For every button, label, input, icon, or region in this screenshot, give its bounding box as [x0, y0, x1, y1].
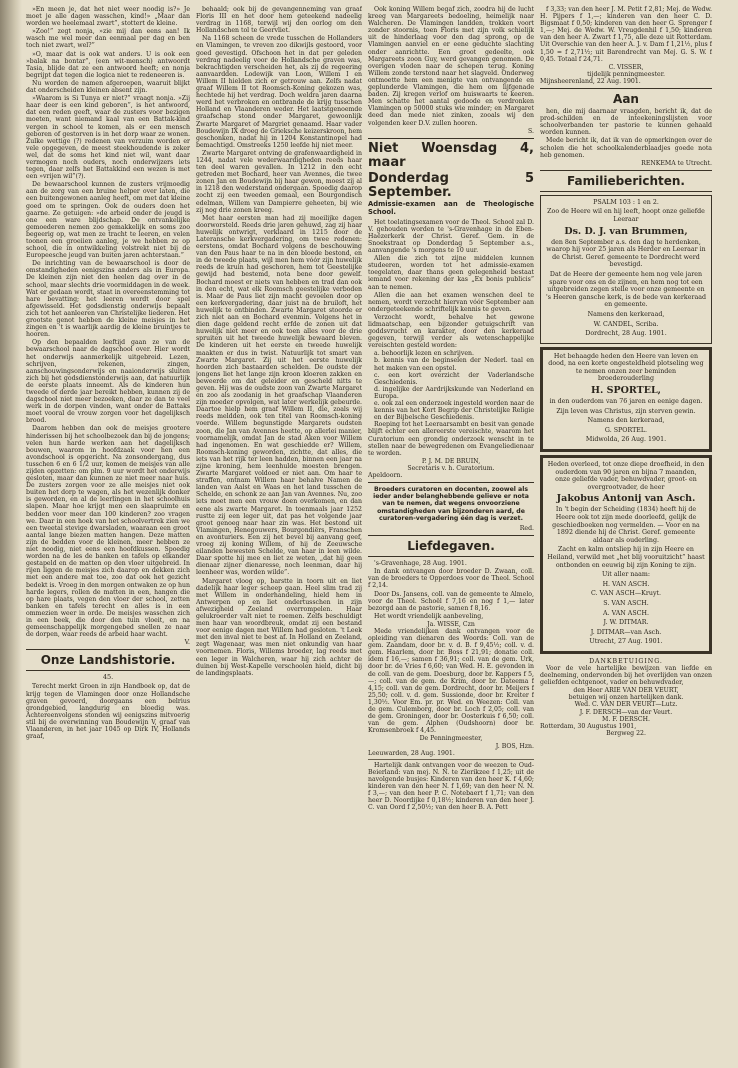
ad-sign-place: Apeldoorn.	[368, 471, 403, 479]
list-item: e. ook zal een onderzoek ingesteld worden naar de kennis van het Kort Begrip der Christelijke Religie en der Bijbelsche Geschiedenis.	[374, 400, 534, 422]
notice-text: Heden overleed, tot onze diepe droefheid, in den ouderdom van 90 jaren en bijna 7 maanden, onze geliefde vader, behuwdvader, groot- en overgrootvader, de heer	[547, 461, 705, 491]
notice-name: Ds. D. J. van Brummen,	[564, 225, 688, 237]
notice-sign: Uit aller naam:	[601, 571, 651, 579]
divider	[540, 191, 712, 192]
thanks-title: DANKBETUIGING.	[589, 657, 663, 665]
notice-signer: J. W. DITMAR.	[603, 619, 649, 627]
signature: S.	[528, 127, 534, 135]
paragraph: behaald; ook bij de gevangenneming van graaf Floris III en het door hem geteekend nadeelig verdrag in 1168, terwijl wij den oorlog om den Hollandschen tol te Geervliet.	[196, 6, 362, 35]
notice-name: Jakobus Antonij van Asch.	[556, 493, 696, 505]
paragraph: 's-Gravenhage, 28 Aug. 1901.	[374, 560, 467, 568]
thanks-signer: J. F. DERSCH—van der Veurt.	[579, 708, 673, 716]
notice-text: in den ouderdom van 76 jaren en eenige dagen.	[549, 398, 703, 406]
ad-sign-name: P. J. M. DE BRUIN,	[421, 457, 481, 465]
paragraph: Verzocht wordt, behalve het gewone lidmaatschap, een bijzonder getuigschrift van goddsvrucht en karakter, door den kerkeraad gegeven, terwijl verder als wetenschappelijke vereischten gesteld worden:	[368, 313, 534, 350]
notice-signature: Red.	[519, 525, 534, 533]
notice-sign: Namens den kerkeraad,	[587, 417, 665, 425]
family-notice-box	[540, 195, 712, 344]
paragraph: De bewaarschool kunnen de zusters vrijmoedig aan de zorg van een bruine helper over laten, die een buitengewonen aanleg heeft, om met dat kleine goed om te springen. Ook de ouders doen het gaarne. Ze getuigen: »de arbeid onder de jeugd is one een ware blijdschap. De ontvankelijke gemoederen nemen zoo gemakkelijk en soms zoo begeerig op, wat men ze tracht te leeren, en velen toonen een groeiien aanleg, je we hebben ze op school, die in ontwikkeling volstrekt niet bij de Europeesche jeugd van buiten jaren achterstaan.”	[26, 181, 190, 260]
gift-signature: J. BOS, Hzn.	[495, 742, 534, 750]
family-notice-box	[540, 347, 712, 452]
column-4	[540, 6, 712, 1066]
thanks-signer: Wed. C. VAN DER VEURT—Lutz.	[574, 701, 678, 709]
section-title: Onze Landshistorie.	[40, 653, 176, 668]
divider	[368, 535, 534, 536]
thanks-name: den Heer ARIE VAN DER VEURT,	[573, 687, 679, 695]
column-2	[196, 6, 362, 1066]
notice-text: Zoo de Heere wil en hij leeft, hoopt onze geliefde Leeraar	[547, 208, 705, 223]
signature: RENKEMA te Utrecht.	[641, 159, 712, 167]
paragraph: De inrichting van de bewaarschool is door de omstandigheden eenigszins anders als in Europa. De kleinen zijn niet den heelen dag over in de school, maar slechts drie voormiddagen in de week. Wat er gedaan wordt, staat in overeenstemming tot hare bevatting; het leeren wordt door spel afgewisseld. Het godsdienstig onderwijs bepaalt zich tot het aanleeren van Christelijke liederen. Het grootste genot hebben de kleine meisjes in het zingen en 't is waarlijk aardig de kleine bruintjes te hooren.	[26, 260, 190, 339]
notice-text: In 't begin der Scheiding (1834) heeft hij de Heere ook tot zijn mede doorleefd, gelijk de geschiedboeken nog vermelden. — Voor en na 1892 diende hij de Christ. Geref. gemeente aldaar als ouderling.	[552, 506, 700, 544]
paragraph: Voor de vele hartelijke bewijzen van liefde en deelneming, ondervonden bij het overlijden van onzen geliefden echtgenoot, vader en behuwdvader,	[540, 665, 712, 687]
divider	[368, 556, 534, 557]
page-gutter-shadow	[0, 0, 22, 1068]
section-title: Aan	[613, 92, 639, 107]
curators-notice: Broeders curatoren en docenten, zoowel als ieder ander belanghebbende gelieve er nota van te nemen, dat wegens onvoorziene omstandigheden van bijzonderen aard, de curatoren-vergadering één dag is verzet.	[373, 486, 529, 522]
paragraph: Hartelijk dank ontvangen voor de weezen te Oud-Beierland: van mej. N. N. te Zierikzee f 1,25; uit de navolgende busjes: Kinderen van den heer K. f 4,60; kinderen van den heer N. f 1,69; van den heer N. N. f 3,—; van den heer P. C. Notebaert f 1,71; van den heer D. Noordijke f 0,18½; kinderen van den heer J. C. van Oord f 2,50½; van den heer B. A. Pett	[368, 761, 534, 812]
paragraph: Terecht merkt Groen in zijn Handboek op, dat de krijg tegen de Vlamingen door onze Hollandsche graven gevoerd, doorgaans een belrius grondgebied, langdurig en bloedig was. Achtereenvolgens stonden wij eenigszins mitvoerig stil bij de overwinning van Boudewijn V, graaf van Vlaanderen, in het jaar 1045 op Dirk IV, Hollands graaf,	[26, 683, 190, 741]
thanks-place: Rotterdam, 30 Augustus 1901,	[540, 722, 637, 730]
paragraph: Door Ds. Jansens, coll. van de gemeente te Almelo, voor de Theol. Schoël f 7,16 en nog f 1,— later bezorgd aan de pastorie, samen f 8,16.	[368, 590, 534, 612]
ad-title-line2: Donderdag 5 September.	[368, 170, 534, 200]
paragraph: f 3,33; van den heer J. M. Petit f 2,81; Mej. de Wedw. H. Pijpers f 1,—; kinderen van den heer C. D. Bigsmaat f 0,50; kinderen van den heer G. Sprenger f 1,—; Mej. de Wedw. W. Vreugdenhil f 1,50; kinderen van den heer A. Zwart f 1,75, alle deze uit Rotterdam. Uit Overschie van den heer A. J. v. Dam f 1,21½, plus f 1,50 = f 2,71½; uit Barendrecht van Mej. G. S. W. f 0,45. Totaal f 24,71.	[540, 6, 712, 63]
paragraph: Roeping tot het Leeraarsambt en besit van genade blijft echter een allereerste vereischte, waarom het Curatorium een grondig onderzoek wenscht in te stellen naar de bewegredenen om Evangeliedienaar te worden.	[368, 421, 534, 457]
signature: V.	[184, 639, 190, 647]
notice-place: Midwolda, 26 Aug. 1901.	[585, 436, 667, 444]
notice-signer: W. CANDEL, Scriba.	[593, 320, 659, 328]
ad-subtitle: Admissie-examen aan de Theologische School.	[368, 199, 534, 216]
divider	[368, 482, 534, 483]
ad-sign-role: Secretaris v. h. Curatorium.	[407, 464, 495, 472]
place-date: Mijnsheerenland, 22 Aug. 1901.	[540, 77, 641, 85]
notice-text: Het behaagde heden den Heere van leven en dood, na een korte ongesteldheid plotseling weg te nemen onzen zeer beminden broederouderling	[548, 352, 704, 383]
divider	[368, 138, 534, 139]
notice-signer: S. VAN ASCH.	[603, 599, 649, 607]
paragraph: Zwarte Margaret ontving de grafenwaardigheid in 1244, nadat vele wederwaardigheden reeds haar ten deel waren gevallen. In 1212 in den echt getreden met Bochard, heer van Avennes, die twee zonen Jan en Boudewijn bij haar gewon, moest zij al in 1218 den wederstand ondergaan. Spoedig daarop zocht zij een tweeden gemaal, een Bourgondisch edelman, Willem van Dampierre geheeten, bij wie zij nog drie zonen kreeg.	[196, 149, 362, 214]
notice-text: den 8en September a.s. den dag te herdenken, waarop hij voor 25 jaren als Herder en Leeraar in de Christ. Geref. gemeente te Dordrecht werd bevestigd.	[546, 238, 706, 269]
notice-text: Dat de Heere der gemeente hem nog vele jaren spare voor ons en de zijnen, en hem nog tot een uitgebreiden zegen stelle voor onze gemeente en 's Heeren gansche kerk, is de bede van kerkeraad en gemeente.	[546, 270, 706, 309]
section-number: 45.	[102, 673, 114, 682]
column-3	[368, 6, 534, 1066]
requirements-list	[368, 350, 534, 421]
list-item: b. kennis van de beginselen der Nederl. taal en het maken van een opstel.	[374, 357, 534, 372]
paragraph: »En meen je, dat het niet weer noodig is?» Je moet je alle dagen wasschen, kind!» „Maar dan worden we heelemaal zwart”, stottert de kleine.	[26, 6, 190, 28]
divider	[26, 670, 190, 671]
notice-place: Dordrecht, 28 Aug. 1901.	[585, 330, 667, 338]
notice-signer: H. VAN ASCH.	[602, 580, 650, 588]
paragraph: Na 1168 scheen de vrede tusschen de Hollanders en Vlamingen, te vreven zoo dikwijls gestoord, voor goed gevestigd. Ofschoon het in dat per geleden verdrag nadeelig voor de Hollandsche graven was, bekrachtigden verscheiden het, als zij de regeering aanvaardden. Lodewijk van Loon, Willem I en Willem II hielden zich er getrouw aan. Zelfs nadat graaf Willem II tot Roomsch-Koning gekozen was, hechtede hij het verdrag. Doch weldra jaren daarna werd het verbroken en ontbrande de krijg tusschen Holland en Vlaanderen weder. Het laatstgenoemde graafschap stond onder Margaret, gewoonlijk Zwarte Margaret of Margriet genaamd. Haar vader Boudewijn IX droeg de Grieksche keizerskroon, hem geschonken, nadat hij in 1204 Konstantinopel had bemachtigd. Omstreeks 1250 leefde hij niet meer.	[196, 35, 362, 149]
paragraph: hen, die mij daarnaar vraagden, bericht ik, dat de prod-schilden en de inteekeningslijsten voor schoolverbanden ter pastorie te kunnen gehaald worden kunnen.	[540, 108, 712, 137]
section-title: Familieberichten.	[567, 173, 685, 188]
paragraph: »Zoo!” zegt nonja, »zie mij dan eens aan! Ik wasch me wel meer dan eenmaal per dag en ben toch niet zwart, wel?”	[26, 28, 190, 50]
column-1	[26, 6, 190, 1066]
signature: C. VISSER,	[608, 63, 644, 71]
thanks-street: Bergweg 22.	[606, 729, 646, 737]
paragraph: Mede vriendelijken dank ontvangen voor de opleiding van dienaren des Woords: Coll. van de gem. Zaandam, door br. v. d. B. f 9,45½; coll. v. d. gem. Haarlem, door br. Boss f 21,91; donatie coll. idem f 16,—; samen f 36,91; coll. van de gem. Urk, door br. de Vries f 6,60; van Wed. H. E. gevonden in de coll. van de gem. Doesburg, door br. Kappers f 5,—; coll. van de gem. de Krim, door br. Dateema f 4,15; coll. van de gem. Dordrecht, door br. Meijers f 25,50; coll. v. d. gem. Sussionde, door br. Kreiter f 1,30½. Voor Em. pr. pr. Wed. en Weezen: Coll. van de gem. Culemborg, door br. Loch f 2,05; coll. van de gem. Groningen, door br. Oosterkuis f 6,50; coll. van de gem. Alphen (Oudshoorn) door br. Kromsenbroek f 4,45.	[368, 628, 534, 735]
gift-signature: Ja. WISSE, Czn	[427, 620, 475, 628]
paragraph: Daarom hebben dan ook de meisjes grootere hinderissen bij het schoolbezoek dan bij de jongens; velen hun harde werken aan het dagelijksch bouwen, waarom in hoofdzaak voor hen een avondschool is opgericht. Na zonsondergang, dus tusschen 6 en 6 1/2 uur, komen de meisjes van alle zijden opzetten: om plm. 9 uur wordt het onderwijs gesloten, maar dan kunnen ze niet meer naar huis. De zusters zorgen voor ze alle meisjes niet ook buiten het dorp te wagen, als het wezenlijk donker is geworden, en al de leerlingen in het schoolhuis slapen. Maar hoe krijgt men een slaapruimte en bedden voor meer dan 100 kinderen? zoo vragen we. Daar in een hoek van het schoolvertrek zien we een tweetal stevige dwarsladen, waaraan een groot aantal lange biezen matten hangen. Deze matten zijn de bedden voor de kleinen, meer hebben ze niet noodig, niet eens een hoofdkussen. Spoedig worden na de les de banken en tafels op elkander gestapeld en de matten op den vloer uitgebreid. In rijen liggen de meisjes zich daarop en dekken zich met een andere mat toe, zoo dat ook het gezicht bedekt is. Vroeg in den morgen ontwaken ze op hun harde legers, rollen de matten in een, hangen die op hare plaats, vegen den vloer der school, zetten banken en tafels terecht en alles is in een ommezien weer in orde. De meisjes wasschen zich in een beek, die door den tuin vloeit, en na gemeenschappelijk morgengebed snellen ze naar de dorpen, waar reeds de arbeid haar wacht.	[26, 425, 190, 639]
paragraph: Margaret vloog op, barstte in toorn uit en liet dadelijk haar leger scheep gaan. Heel slim trad zij met Willem in onderhandeling, hield hem in Antwerpen op en liet ondertusschen in zijn afwezigheid Zeeland overrompelen. Haar gelukroerder valt niet te roemen. Zelfs beschuldigt men haar van woordbreuk, omdat zij een bestand voor eenige dagen met Willem had gesloten. 't Leek met den inval niet te best af. In Holland en Zeeland, zegt Wagenaar, was men niet onkundig van haar voornemen. Floris, Willems broeder, lag reeds met een leger in Walcheren, waar hij zich achter de duinen bij West-Kapelle verschoolen hield, dicht bij de landingsplaats.	[196, 577, 362, 677]
notice-signer: J. DITMAR—van Asch.	[590, 628, 662, 636]
thanks-signer: M. F. DERSCH.	[601, 715, 650, 723]
paragraph: Het toelatingsexamen voor de Theol. School zal D. V. gehouden worden te 's-Gravenhage in de Eben-Haëzerkerk der Christ. Geref. Gem. in de Snoekstraat op Donderdag 5 September a.s., aanvangende 's morgens te 10 uur.	[368, 218, 534, 255]
gift-place-date: Leeuwarden, 28 Aug. 1901.	[368, 749, 455, 757]
paragraph: Op den bepaalden leeftijd gaan ze van de bewaarschool naar de dagschool over. Hier wordt het onderwijs aanmerkelijk uitgebreid. Lezen, schrijven, rekenen, zingen, aanschouwingsonderwijs en naaionderwijs sluiten zich bij het godsdienstonderwijs aan, dat natuurlijk de eerste plaats inneemt. Als de kinderen hun tweede of derde jaar bereikt hebben, kunnen zij de dagschool niet meer bezoeken, daar ze dan te veel werk in de dorpen vinden, want onder de Battaks moet vooral de vrouw zorgen voor het dagelijksch brood.	[26, 339, 190, 425]
paragraph: Allen die aan het examen wenschen deel te nemen, wordt verzocht hiervan vóór September aan ondergeteekende schriftelijk kennis te geven.	[368, 291, 534, 313]
notice-sign: Namens den kerkeraad,	[587, 310, 665, 318]
paragraph: Allen die zich tot zijne middelen kunnen studeeren, worden tot het admissie-examen toegelaten, daar thans geen gelegenheid bestaat iemand voor rekening der kas „Ex bonis publicis” aan te nemen.	[368, 255, 534, 291]
notice-name: H. SPORTEL,	[591, 385, 661, 397]
notice-signer: G. SPORTEL.	[604, 426, 648, 434]
paragraph: »O, maar dat is ook wat anders. U is ook een »balak na bontar”, (een wit-mensch) antwoordt Tasia, blijde dat ze een antwoord heeft; en nonja begrijpt dat tegen die logica niet te redeneeren is.	[26, 50, 190, 79]
family-notice-box	[540, 455, 712, 654]
notice-signer: C. VAN ASCH—Kruyt.	[590, 590, 662, 598]
divider	[540, 88, 712, 89]
psalm-reference: PSALM 103 : 1 en 2.	[593, 198, 659, 206]
notice-text: Zijn leven was Christus, zijn sterven gewin.	[556, 407, 696, 415]
list-item: a. behoorlijk lezen en schrijven.	[374, 350, 474, 358]
divider	[540, 170, 712, 171]
signature-role: tijdelijk penningmeester.	[587, 70, 665, 78]
paragraph: Mede bericht ik, dat ik van de opmerkingen over de scholen die het schoolkalenderblaadjes goede nota heb genomen.	[540, 137, 712, 159]
list-item: d. ingelijke der Aardrijkskunde van Nederland en Europa.	[374, 385, 534, 400]
notice-signer: A. VAN ASCH.	[603, 609, 649, 617]
divider	[26, 649, 190, 650]
section-title: Liefdegaven.	[407, 539, 495, 554]
gift-role: De Penningmeester,	[419, 735, 483, 743]
paragraph: Ook koning Willem begaf zich, zoodra hij de lucht kreeg van Margareets bedoeling, heimelijk naar Walcheren. De Vlamingen landden, trokken voort zonder stoornis, toen Floris met zijn volk schielijk uit de hinderlaag voor den dag sprong, op de Vlamingen aanviel en er eene geduchte slachting onder aanrichtte. Een groot gedeelte, ook Margareets zoon Guy, werd gevangen genomen. De overigen vloden naar de schepen terug. Koning Willem zonde terstond naar het slagveld. Onderweg ontmoette hem een menigte van ontvangende en geplunderde Vlamingen, die hem om lijfgenade baden. Zij kregen verlof om huiswaarts te keeren. Men schatte het aantal gedoode en verdronken Vlamingen op 50000 stuks wie minder; en Margaret deed dan mede niet zinken, zooals wij den volgenden keer D.V. zullen hooren.	[368, 6, 534, 127]
paragraph: In dank ontvangen door broeder D. Zwaan, coll. van de broeders te Opperdoes voor de Theol. School f 2,14.	[368, 568, 534, 590]
thanks-text: betuigen wij onzen hartelijken dank.	[568, 694, 684, 702]
paragraph: Het wordt vriendelijk aanbeveling,	[374, 612, 484, 620]
paragraph: »Waarom is Si Tunya er niet?” vraagt nonja. »Zij haar deer is een kind geboren”, is het antwoord, dat een reden geeft, waar de zusters voor bezigen moeten, want niemand kaal van een Battak-kind vergen in school te komen, als er een mensch geboren of gestorven is in het dorp waar ze wonen. Zulke wettige (?) redenen van verzuim worden er vele opgegeven, de meest steekhoudende is zeker wel, dat de soms het kind niet wil, want daar vermogen noch ouders, noch onderwijzers iets tegen, daar zelfs het Battakkind een wezen is met een »vrijen wil”(?).	[26, 95, 190, 181]
notice-place: Utrecht, 27 Aug. 1901.	[589, 638, 663, 646]
notice-text: Zacht en kalm ontsliep hij in zijn Heere en Heiland, verwild met „het blij vooruitzicht” haast ontbonden en eeuwig bij zijn Koning te zijn.	[547, 546, 705, 569]
paragraph: Nu worden de namen afgeroepen, waaruit blijkt dat onderscheiden kleinen absent zijn.	[26, 79, 190, 95]
divider	[368, 759, 534, 760]
paragraph: Met haar eersten man had zij moeilijke dagen doorworsteld. Reeds drie jaren gehuwd, zag zij haar huwelijk ontwrigt, verklaard in 1215 door de Lateransche kerkvergadering, om twee redenen: eerstens, omdat Bochard volgens de beschouwing van den Paus haar te na in den bloede bestond, en in de tweede plaats, wijl men hem vóór zijn huwelijk reeds de kruin had geschoren, hem tot Geestelijke gewijd had bestemd, nota bene door gewelf. Bochard moest er niets van hebben en trad dan ook in den echt, wat elk Roomsch geestelijke verboden is. Maar de Paus liet zijn macht gevoelen door op een kerkvergadering, daar juist na de bruiloft, het huwelijk te ontbinden. Zwarte Margaret stoorde er zich niet aan en Bochard evenmin. Volgens het in dien dage geldend recht erfde de zonen uit dat huwelijk niet meer en ook toen alles voor de drie spruiten uit het tweede huwelijk bewaard bleven. De kinderen uit het eerste en tweede huwelijk maakten er dus in twist. Natuurlijk tot smart van Zwarte Margaret. Zij uit het eerste huwelijk hoorden zich bastaarden schelden. De oudste der jongens liet het lange zijn kroon kloeren zakken en beweerde om dat geleider en gescheld nitts te geven. Hij was de oudste zoon van Zwarte Margaret en zoo als zoodanig in het graafschap Vlaanderen zijn moeder opvolgen, wat later werkelijk gebeurde. Daartoe hielp hem graaf Willem II, die, zoals wij reeds meldden, ook ten titel van Roomsch-koning voerde. Willem begunstigde Margarets oudsten zoon, die Jan van Avennes heette, op allerlei manier, voornamelijk, omdat Jan de stad Aken voor Willem had ingenomen. En wat geschiedde er? Willem, Roomsch-koning geworden, zichtte, dat alles, die iets van het rijk ter leen hadden, binnen een jaar na zijne kroning, hem leenhulde moesten brengen. Zwarte Margaret voldoed er niet aan. Om haar te straffen, ontnam Willem haar behalve Namen de landen van Aalst en Waas en het land tusschen de Schelde, en schonk ze aan Jan van Avennes. Nu, zoo iets moet men een vrouw doen overkomen, en dan eene als zwarte Margaret. In toenmaals jaar 1252 rustte zij een leger uit, dat pas het volgende jaar groot genoeg naar haar zin was. Het bestond uit Vlamingen, Henegouwers, Bourgondiërs, Franschen en avonturiers. Een zij het bevel bij aanvang geef, vroeg zij koning Willem, of hij de Zeeuwsche eilanden bewesten Schelde, van haar in leen wilde. Daar spotte hij mee en liet ze weten, „dat hij geen dienaar zijner dienaresse, noch leenman, daar hij leenheer was, worden wilde”.	[196, 214, 362, 577]
list-item: c. een kort overzicht der Vaderlandsche Geschiedenis.	[374, 371, 534, 386]
ad-title-line1: Niet Woensdag 4, maar	[368, 140, 534, 170]
